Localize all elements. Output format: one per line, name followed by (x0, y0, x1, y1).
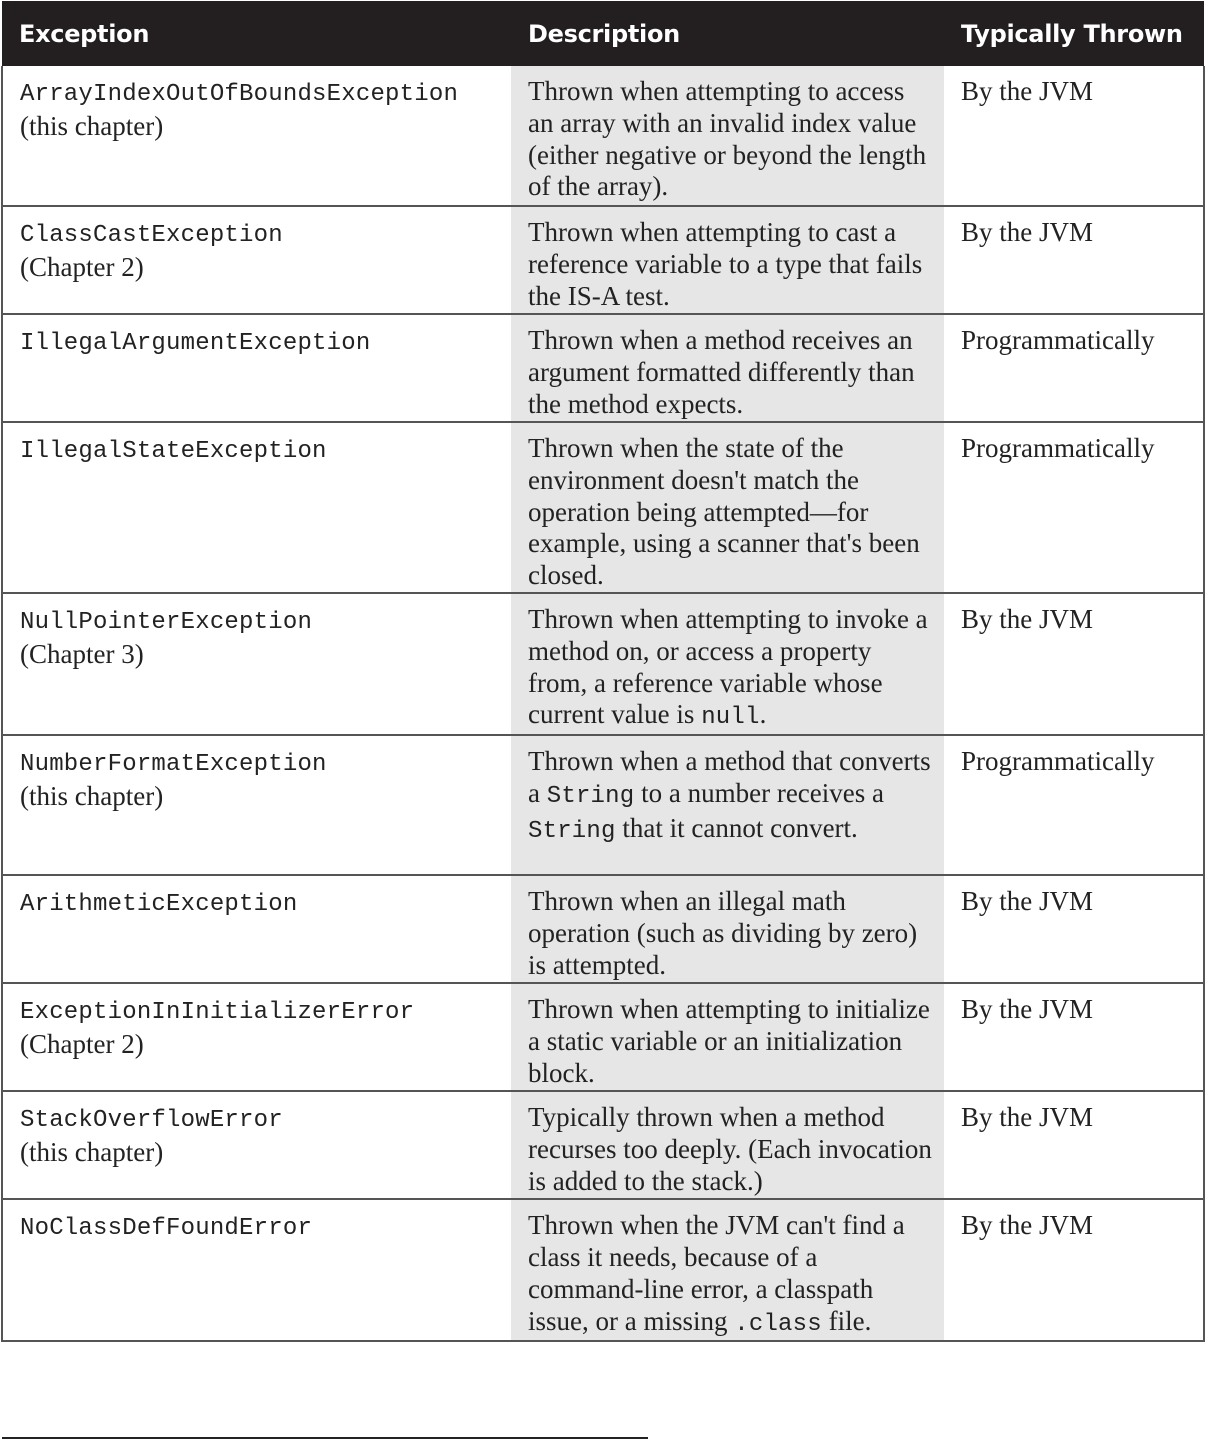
table-row (2, 1199, 1204, 1341)
exception-cell (2, 735, 511, 875)
description-cell (511, 875, 944, 983)
description-text: Typically thrown when a method recurses too deeply. (Each invocation is added to the stack.) (528, 1102, 932, 1196)
typically-thrown-cell: By the JVM (944, 983, 1204, 1091)
chapter-note: (this chapter) (20, 110, 164, 141)
exception-name: ArithmeticException (20, 891, 298, 919)
chapter-note: (Chapter 2) (20, 1028, 144, 1059)
description-cell (511, 983, 944, 1091)
table-row (2, 422, 1204, 593)
chapter-note: (this chapter) (20, 1136, 164, 1167)
typically-thrown-cell: By the JVM (944, 1199, 1204, 1341)
description-text: Thrown when the JVM can't find a class it needs, because of a command-line error, a classpath issue, or a missing (528, 1210, 905, 1336)
inline-code: .class (734, 1310, 822, 1338)
table-row (2, 735, 1204, 875)
exception-cell (2, 1199, 511, 1341)
typically-thrown-cell: By the JVM (944, 1091, 1204, 1199)
table-row (2, 314, 1204, 422)
table-row (2, 983, 1204, 1091)
exception-name: NumberFormatException (20, 751, 327, 779)
exception-name: ExceptionInInitializerError (20, 999, 415, 1027)
typically-thrown-cell: By the JVM (944, 66, 1204, 206)
header-row (2, 1, 1204, 66)
header-exception: Exception (2, 1, 511, 66)
description-text: Thrown when attempting to invoke a method on, or access a property from, a reference variable whose current value is (528, 604, 928, 730)
exception-name: NullPointerException (20, 609, 313, 636)
description-text: Thrown when the state of the environment doesn't match the operation being attempted—for example, using a scanner that's been closed. (528, 433, 920, 591)
description-cell (511, 1199, 944, 1341)
typically-thrown-cell: Programmatically (944, 314, 1204, 422)
table-body (2, 66, 1204, 1341)
exception-name: NoClassDefFoundError (20, 1215, 313, 1243)
exception-cell (2, 66, 511, 206)
chapter-note: (Chapter 3) (20, 638, 144, 669)
exception-name: IllegalArgumentException (20, 330, 371, 357)
exception-cell (2, 314, 511, 422)
description-text: Thrown when a method that converts a (528, 746, 931, 808)
exceptions-table (1, 1, 1205, 1342)
description-text: file. (821, 1305, 872, 1336)
typically-thrown-cell: By the JVM (944, 206, 1204, 314)
description-text: Thrown when attempting to cast a reference variable to a type that fails the IS-A test. (528, 217, 923, 311)
inline-code: String (546, 782, 635, 810)
exception-cell (2, 983, 511, 1091)
table-row (2, 1091, 1204, 1199)
description-cell (511, 422, 944, 593)
description-cell (511, 206, 944, 314)
exception-cell (2, 875, 511, 983)
description-text: Thrown when attempting to initialize a static variable or an initialization block. (528, 994, 930, 1088)
description-text: . (759, 699, 767, 730)
typically-thrown-cell: By the JVM (944, 593, 1204, 735)
exception-cell (2, 1091, 511, 1199)
exception-cell (2, 206, 511, 314)
exception-name: ClassCastException (20, 222, 283, 249)
table-row (2, 66, 1204, 206)
chapter-note: (this chapter) (20, 780, 164, 811)
table-row (2, 593, 1204, 735)
exception-name: StackOverflowError (20, 1107, 283, 1135)
typically-thrown-cell: By the JVM (944, 875, 1204, 983)
exception-cell (2, 593, 511, 735)
inline-code: String (528, 817, 616, 845)
exception-name: IllegalStateException (20, 438, 327, 465)
description-cell (511, 593, 944, 735)
description-text: to a number receives a (634, 777, 884, 808)
description-cell (511, 314, 944, 422)
header-typically-thrown: Typically Thrown (944, 1, 1204, 66)
typically-thrown-cell: Programmatically (944, 735, 1204, 875)
table-row (2, 875, 1204, 983)
table-row (2, 206, 1204, 314)
description-cell (511, 735, 944, 875)
exception-name: ArrayIndexOutOfBoundsException (20, 81, 459, 108)
header-description: Description (511, 1, 944, 66)
exception-cell (2, 422, 511, 593)
chapter-note: (Chapter 2) (20, 251, 144, 282)
typically-thrown-cell: Programmatically (944, 422, 1204, 593)
description-text: that it cannot convert. (615, 812, 858, 843)
footnote-rule (2, 1437, 648, 1439)
description-text: Thrown when attempting to access an array with an invalid index value (either negative or beyond the length of the array). (528, 76, 927, 202)
inline-code: null (701, 704, 760, 732)
description-cell (511, 66, 944, 206)
description-text: Thrown when an illegal math operation (such as dividing by zero) is attempted. (528, 886, 918, 980)
description-cell (511, 1091, 944, 1199)
description-text: Thrown when a method receives an argument formatted differently than the method expects. (528, 325, 915, 419)
